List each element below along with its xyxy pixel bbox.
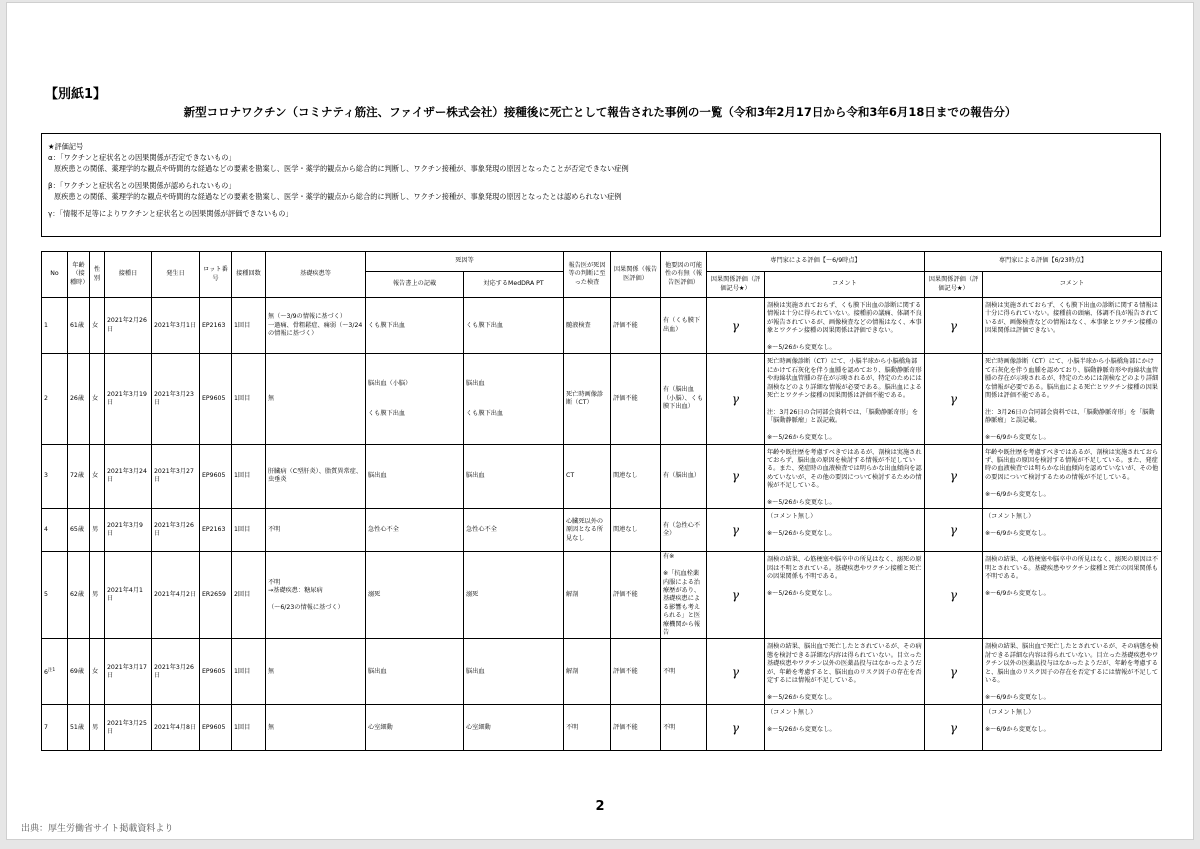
cell-meddra: 脳出血 bbox=[464, 444, 564, 509]
cell-dose: 1回目 bbox=[232, 705, 266, 751]
cell-comment-b: 剖検の結果、心筋梗塞や脳卒中の所見はなく、溺死の原因は不明とされている。基礎疾患やワクチン接種と死亡の因果関係も不明である。 ※～6/9から変更なし。 bbox=[983, 552, 1162, 639]
cell-dose: 1回目 bbox=[232, 444, 266, 509]
header-underlying: 基礎疾患等 bbox=[266, 252, 366, 298]
cell-comment-a: （コメント無し） ※～5/26から変更なし。 bbox=[765, 509, 925, 552]
cell-comment-b: 剖検の結果、脳出血で死亡したとされているが、その病態を検討できる詳細な内容は得られていない。目立った基礎疾患やワクチン以外の医薬品投与はなかったようだが、年齢を考慮すると、脳出血のリスク因子の存在を否定するには情報が不足している。 ※～6/9から変更なし。 bbox=[983, 639, 1162, 705]
header-dose: 接種回数 bbox=[232, 252, 266, 298]
cell-exam: 解剖 bbox=[564, 639, 611, 705]
cell-causality: 評価不能 bbox=[611, 298, 661, 354]
cell-other-factor: 不明 bbox=[661, 639, 707, 705]
cell-vacc-date: 2021年3月25日 bbox=[105, 705, 152, 751]
cell-no: 6$^{注1}$ bbox=[42, 639, 68, 705]
cell-vacc-date: 2021年3月19日 bbox=[105, 354, 152, 444]
header-other-factor: 他要因の可能性の有無（報告医評価） bbox=[661, 252, 707, 298]
legend-beta-label: β：「ワクチンと症状名との因果関係が認められないもの」 bbox=[48, 181, 236, 190]
header-expert-b: 専門家による評価【6/23時点】 bbox=[925, 252, 1162, 272]
cell-sex: 男 bbox=[90, 705, 105, 751]
cell-eval-a: γ bbox=[707, 509, 765, 552]
cell-other-factor: 有※ ※「抗血栓薬内服による治療歴があり、基礎疾患による影響も考えられる」と医療機関から報告 bbox=[661, 552, 707, 639]
cell-eval-b: γ bbox=[925, 509, 983, 552]
cell-causality: 評価不能 bbox=[611, 354, 661, 444]
legend-alpha-desc: 原疾患との関係、薬理学的な観点や時間的な経過などの要素を勘案し、医学・薬学的観点から総合的に判断し、ワクチン接種が、事象発現の原因となったことが否定できない症例 bbox=[54, 164, 629, 173]
cell-vacc-date: 2021年3月9日 bbox=[105, 509, 152, 552]
cell-report-text: 急性心不全 bbox=[366, 509, 464, 552]
header-onset-date: 発生日 bbox=[152, 252, 200, 298]
cell-other-factor: 有（急性心不全） bbox=[661, 509, 707, 552]
header-meddra: 対応するMedDRA PT bbox=[464, 272, 564, 298]
cell-report-text: 脳出血（小脳） くも膜下出血 bbox=[366, 354, 464, 444]
header-death-cause: 死因等 bbox=[366, 252, 564, 272]
cell-underlying: 肝臓病（C型肝炎）、脂質異常症、虫垂炎 bbox=[266, 444, 366, 509]
cell-onset-date: 2021年3月27日 bbox=[152, 444, 200, 509]
source-note: 出典：厚生労働省サイト掲載資料より bbox=[21, 824, 174, 834]
header-lot: ロット番号 bbox=[200, 252, 232, 298]
cell-no: 1 bbox=[42, 298, 68, 354]
cell-underlying: 不明 →基礎疾患：糖尿病 （～6/23の情報に基づく） bbox=[266, 552, 366, 639]
header-exam: 報告医が死因等の判断に至った検査 bbox=[564, 252, 611, 298]
legend-heading: ★評価記号 bbox=[48, 142, 84, 151]
cell-no: 7 bbox=[42, 705, 68, 751]
cell-other-factor: 有（脳出血） bbox=[661, 444, 707, 509]
header-report-text: 報告書上の記載 bbox=[366, 272, 464, 298]
cell-eval-a: γ bbox=[707, 298, 765, 354]
cell-meddra: 心室細動 bbox=[464, 705, 564, 751]
legend-beta-desc: 原疾患との関係、薬理学的な観点や時間的な経過などの要素を勘案し、医学・薬学的観点から総合的に判断し、ワクチン接種が、事象発現の原因となったとは認められない症例 bbox=[54, 192, 622, 201]
page-number: 2 bbox=[595, 799, 605, 814]
cell-vacc-date: 2021年3月24日 bbox=[105, 444, 152, 509]
table-row bbox=[42, 444, 1162, 509]
table-row bbox=[42, 354, 1162, 444]
cell-age: 26歳 bbox=[68, 354, 90, 444]
cell-dose: 1回目 bbox=[232, 509, 266, 552]
cell-lot: ER2659 bbox=[200, 552, 232, 639]
cell-age: 61歳 bbox=[68, 298, 90, 354]
cell-exam: 心臓死以外の原因となる所見なし bbox=[564, 509, 611, 552]
cell-exam: 解剖 bbox=[564, 552, 611, 639]
cell-causality: 評価不能 bbox=[611, 552, 661, 639]
cell-lot: EP9605 bbox=[200, 705, 232, 751]
table-row bbox=[42, 639, 1162, 705]
cell-lot: EP2163 bbox=[200, 509, 232, 552]
cell-other-factor: 有（くも膜下出血） bbox=[661, 298, 707, 354]
cell-age: 51歳 bbox=[68, 705, 90, 751]
header-no: No bbox=[42, 252, 68, 298]
cell-other-factor: 不明 bbox=[661, 705, 707, 751]
cell-dose: 2回目 bbox=[232, 552, 266, 639]
cell-sex: 女 bbox=[90, 298, 105, 354]
cell-dose: 1回目 bbox=[232, 639, 266, 705]
cell-sex: 女 bbox=[90, 639, 105, 705]
table-body bbox=[42, 298, 1162, 751]
cell-underlying: 不明 bbox=[266, 509, 366, 552]
header-comment-b: コメント bbox=[983, 272, 1162, 298]
cell-lot: EP2163 bbox=[200, 298, 232, 354]
cell-causality: 評価不能 bbox=[611, 639, 661, 705]
cell-sex: 男 bbox=[90, 509, 105, 552]
cell-meddra: 脳出血 bbox=[464, 639, 564, 705]
header-eval-a: 因果関係評価（評価記号★） bbox=[707, 272, 765, 298]
cell-underlying: 無 bbox=[266, 354, 366, 444]
cell-comment-b: （コメント無し） ※～6/9から変更なし。 bbox=[983, 705, 1162, 751]
cell-eval-a: γ bbox=[707, 354, 765, 444]
cell-meddra: 脳出血 くも膜下出血 bbox=[464, 354, 564, 444]
attachment-label: 【別紙1】 bbox=[45, 87, 107, 102]
cell-report-text: 溺死 bbox=[366, 552, 464, 639]
cell-meddra: くも膜下出血 bbox=[464, 298, 564, 354]
cell-dose: 1回目 bbox=[232, 298, 266, 354]
cell-onset-date: 2021年3月26日 bbox=[152, 509, 200, 552]
cell-dose: 1回目 bbox=[232, 354, 266, 444]
legend-box bbox=[41, 133, 1161, 237]
cell-comment-b: 剖検は実施されておらず、くも膜下出血の診断に関する情報は十分に得られていない。接種前の頭痛、体調不良が報告されているが、画像検査などの情報はなく、本事象とワクチン接種の因果関係は評価できない。 bbox=[983, 298, 1162, 354]
table-row bbox=[42, 552, 1162, 639]
cell-comment-a: 年齢や既往歴を考慮すべきではあるが、剖検は実施されておらず、脳出血の原因を検討する情報が不足している。また、発症時の血液検査では明らかな出血傾向を認めていないが、その他の要因について検討するための情報が不足している。 ※～5/26から変更なし。 bbox=[765, 444, 925, 509]
cell-underlying: 無（～3/9の情報に基づく） 一過痛、骨粗鬆症、痛弱（～3/24の情報に基づく） bbox=[266, 298, 366, 354]
cell-exam: 死亡時画像診断（CT） bbox=[564, 354, 611, 444]
table-row bbox=[42, 298, 1162, 354]
cell-comment-a: 死亡時画像診断（CT）にて、小脳半球から小脳橋角部にかけて石灰化を伴う血腫を認めており、脳動静脈奇形や海綿状血管腫の存在が示唆されるが、特定のためには剖検などのより詳細な情報が必要である。脳出血による死亡とワクチン接種の因果関係は評価不能である。 注：3月26日の合同部会資料では、「脳動静脈奇形」を「脳動静脈瘤」と誤記載。 ※～5/26から変更なし。 bbox=[765, 354, 925, 444]
document-title: 新型コロナワクチン（コミナティ筋注、ファイザー株式会社）接種後に死亡として報告された事例の一覧（令和3年2月17日から令和3年6月18日までの報告分） bbox=[183, 105, 1017, 119]
legend-gamma-label: γ：「情報不足等によりワクチンと症状名との因果関係が評価できないもの」 bbox=[48, 209, 293, 218]
cell-lot: EP9605 bbox=[200, 444, 232, 509]
cell-no: 4 bbox=[42, 509, 68, 552]
cell-comment-a: 剖検の結果、脳出血で死亡したとされているが、その病態を検討できる詳細な内容は得られていない。目立った基礎疾患やワクチン以外の医薬品投与はなかったようだが、年齢を考慮すると、脳出血のリスク因子の存在を否定するには情報が不足している。 ※～5/26から変更なし。 bbox=[765, 639, 925, 705]
cell-report-text: 心室細動 bbox=[366, 705, 464, 751]
cell-sex: 男 bbox=[90, 552, 105, 639]
cell-eval-b: γ bbox=[925, 298, 983, 354]
cell-exam: 不明 bbox=[564, 705, 611, 751]
cell-no: 2 bbox=[42, 354, 68, 444]
document-page bbox=[6, 2, 1194, 840]
cell-onset-date: 2021年4月2日 bbox=[152, 552, 200, 639]
cell-comment-a: （コメント無し） ※～5/26から変更なし。 bbox=[765, 705, 925, 751]
cell-eval-a: γ bbox=[707, 705, 765, 751]
cell-underlying: 無 bbox=[266, 639, 366, 705]
cell-meddra: 溺死 bbox=[464, 552, 564, 639]
table-row bbox=[42, 509, 1162, 552]
cell-vacc-date: 2021年3月17日 bbox=[105, 639, 152, 705]
header-comment-a: コメント bbox=[765, 272, 925, 298]
table-row bbox=[42, 705, 1162, 751]
header-age: 年齢（接種時） bbox=[68, 252, 90, 298]
cell-age: 69歳 bbox=[68, 639, 90, 705]
header-expert-a: 専門家による評価【～6/9時点】 bbox=[707, 252, 925, 272]
cell-comment-a: 剖検は実施されておらず、くも膜下出血の診断に関する情報は十分に得られていない。接種前の議痛、体調不良が報告されているが、画像検査などの情報はなく、本事象とワクチン接種の因果関係は評価できない。 ※～5/26から変更なし。 bbox=[765, 298, 925, 354]
header-sex: 性別 bbox=[90, 252, 105, 298]
cell-age: 72歳 bbox=[68, 444, 90, 509]
cell-eval-b: γ bbox=[925, 552, 983, 639]
header-causality: 因果関係（報告医評価） bbox=[611, 252, 661, 298]
cell-causality: 関連なし bbox=[611, 444, 661, 509]
cell-eval-b: γ bbox=[925, 639, 983, 705]
cell-eval-b: γ bbox=[925, 444, 983, 509]
cell-age: 65歳 bbox=[68, 509, 90, 552]
cell-sex: 女 bbox=[90, 354, 105, 444]
cell-onset-date: 2021年3月1日 bbox=[152, 298, 200, 354]
cell-exam: 髄液検査 bbox=[564, 298, 611, 354]
cell-onset-date: 2021年3月23日 bbox=[152, 354, 200, 444]
cell-eval-a: γ bbox=[707, 639, 765, 705]
header-vacc-date: 接種日 bbox=[105, 252, 152, 298]
cell-vacc-date: 2021年2月26日 bbox=[105, 298, 152, 354]
cell-onset-date: 2021年3月26日 bbox=[152, 639, 200, 705]
cell-causality: 評価不能 bbox=[611, 705, 661, 751]
cell-report-text: 脳出血 bbox=[366, 639, 464, 705]
cell-no: 3 bbox=[42, 444, 68, 509]
cell-lot: EP9605 bbox=[200, 639, 232, 705]
cell-eval-a: γ bbox=[707, 552, 765, 639]
cell-comment-b: （コメント無し） ※～6/9から変更なし。 bbox=[983, 509, 1162, 552]
cell-vacc-date: 2021年4月1日 bbox=[105, 552, 152, 639]
cell-causality: 関連なし bbox=[611, 509, 661, 552]
cell-no-note: 注1 bbox=[47, 667, 56, 673]
cell-eval-b: γ bbox=[925, 354, 983, 444]
cell-eval-b: γ bbox=[925, 705, 983, 751]
cell-underlying: 無 bbox=[266, 705, 366, 751]
header-eval-b: 因果関係評価（評価記号★） bbox=[925, 272, 983, 298]
cell-age: 62歳 bbox=[68, 552, 90, 639]
cell-report-text: 脳出血 bbox=[366, 444, 464, 509]
cell-onset-date: 2021年4月8日 bbox=[152, 705, 200, 751]
cell-report-text: くも膜下出血 bbox=[366, 298, 464, 354]
cell-no: 5 bbox=[42, 552, 68, 639]
cell-exam: CT bbox=[564, 444, 611, 509]
cell-comment-b: 死亡時画像診断（CT）にて、小脳半球から小脳橋角部にかけて石灰化を伴う血腫を認めており、脳動静脈奇形や海綿状血管腫の存在が示唆されるが、特定のためには剖検などのより詳細な情報が必要である。脳出血による死亡とワクチン接種の因果関係は評価不能である。 注：3月26日の合同部会資料では、「脳動静脈奇形」を「脳動静脈瘤」と誤記載。 ※～6/9から変更なし。 bbox=[983, 354, 1162, 444]
death-case-table bbox=[41, 251, 1162, 751]
cell-lot: EP9605 bbox=[200, 354, 232, 444]
cell-comment-b: 年齢や既往歴を考慮すべきではあるが、剖検は実施されておらず、脳出血の原因を検討する情報が不足している。また、発症時の血液検査では明らかな出血傾向を認めていないが、その他の要因について検討するための情報が不足している。 ※～6/9から変更なし。 bbox=[983, 444, 1162, 509]
cell-meddra: 急性心不全 bbox=[464, 509, 564, 552]
cell-sex: 女 bbox=[90, 444, 105, 509]
cell-eval-a: γ bbox=[707, 444, 765, 509]
cell-other-factor: 有（脳出血（小脳）、くも膜下出血） bbox=[661, 354, 707, 444]
legend-alpha-label: α：「ワクチンと症状名との因果関係が否定できないもの」 bbox=[48, 153, 236, 162]
cell-comment-a: 剖検の結果、心筋梗塞や脳卒中の所見はなく、溺死の原因は不明とされている。基礎疾患やワクチン接種と死亡の因果関係も不明である。 ※～5/26から変更なし。 bbox=[765, 552, 925, 639]
